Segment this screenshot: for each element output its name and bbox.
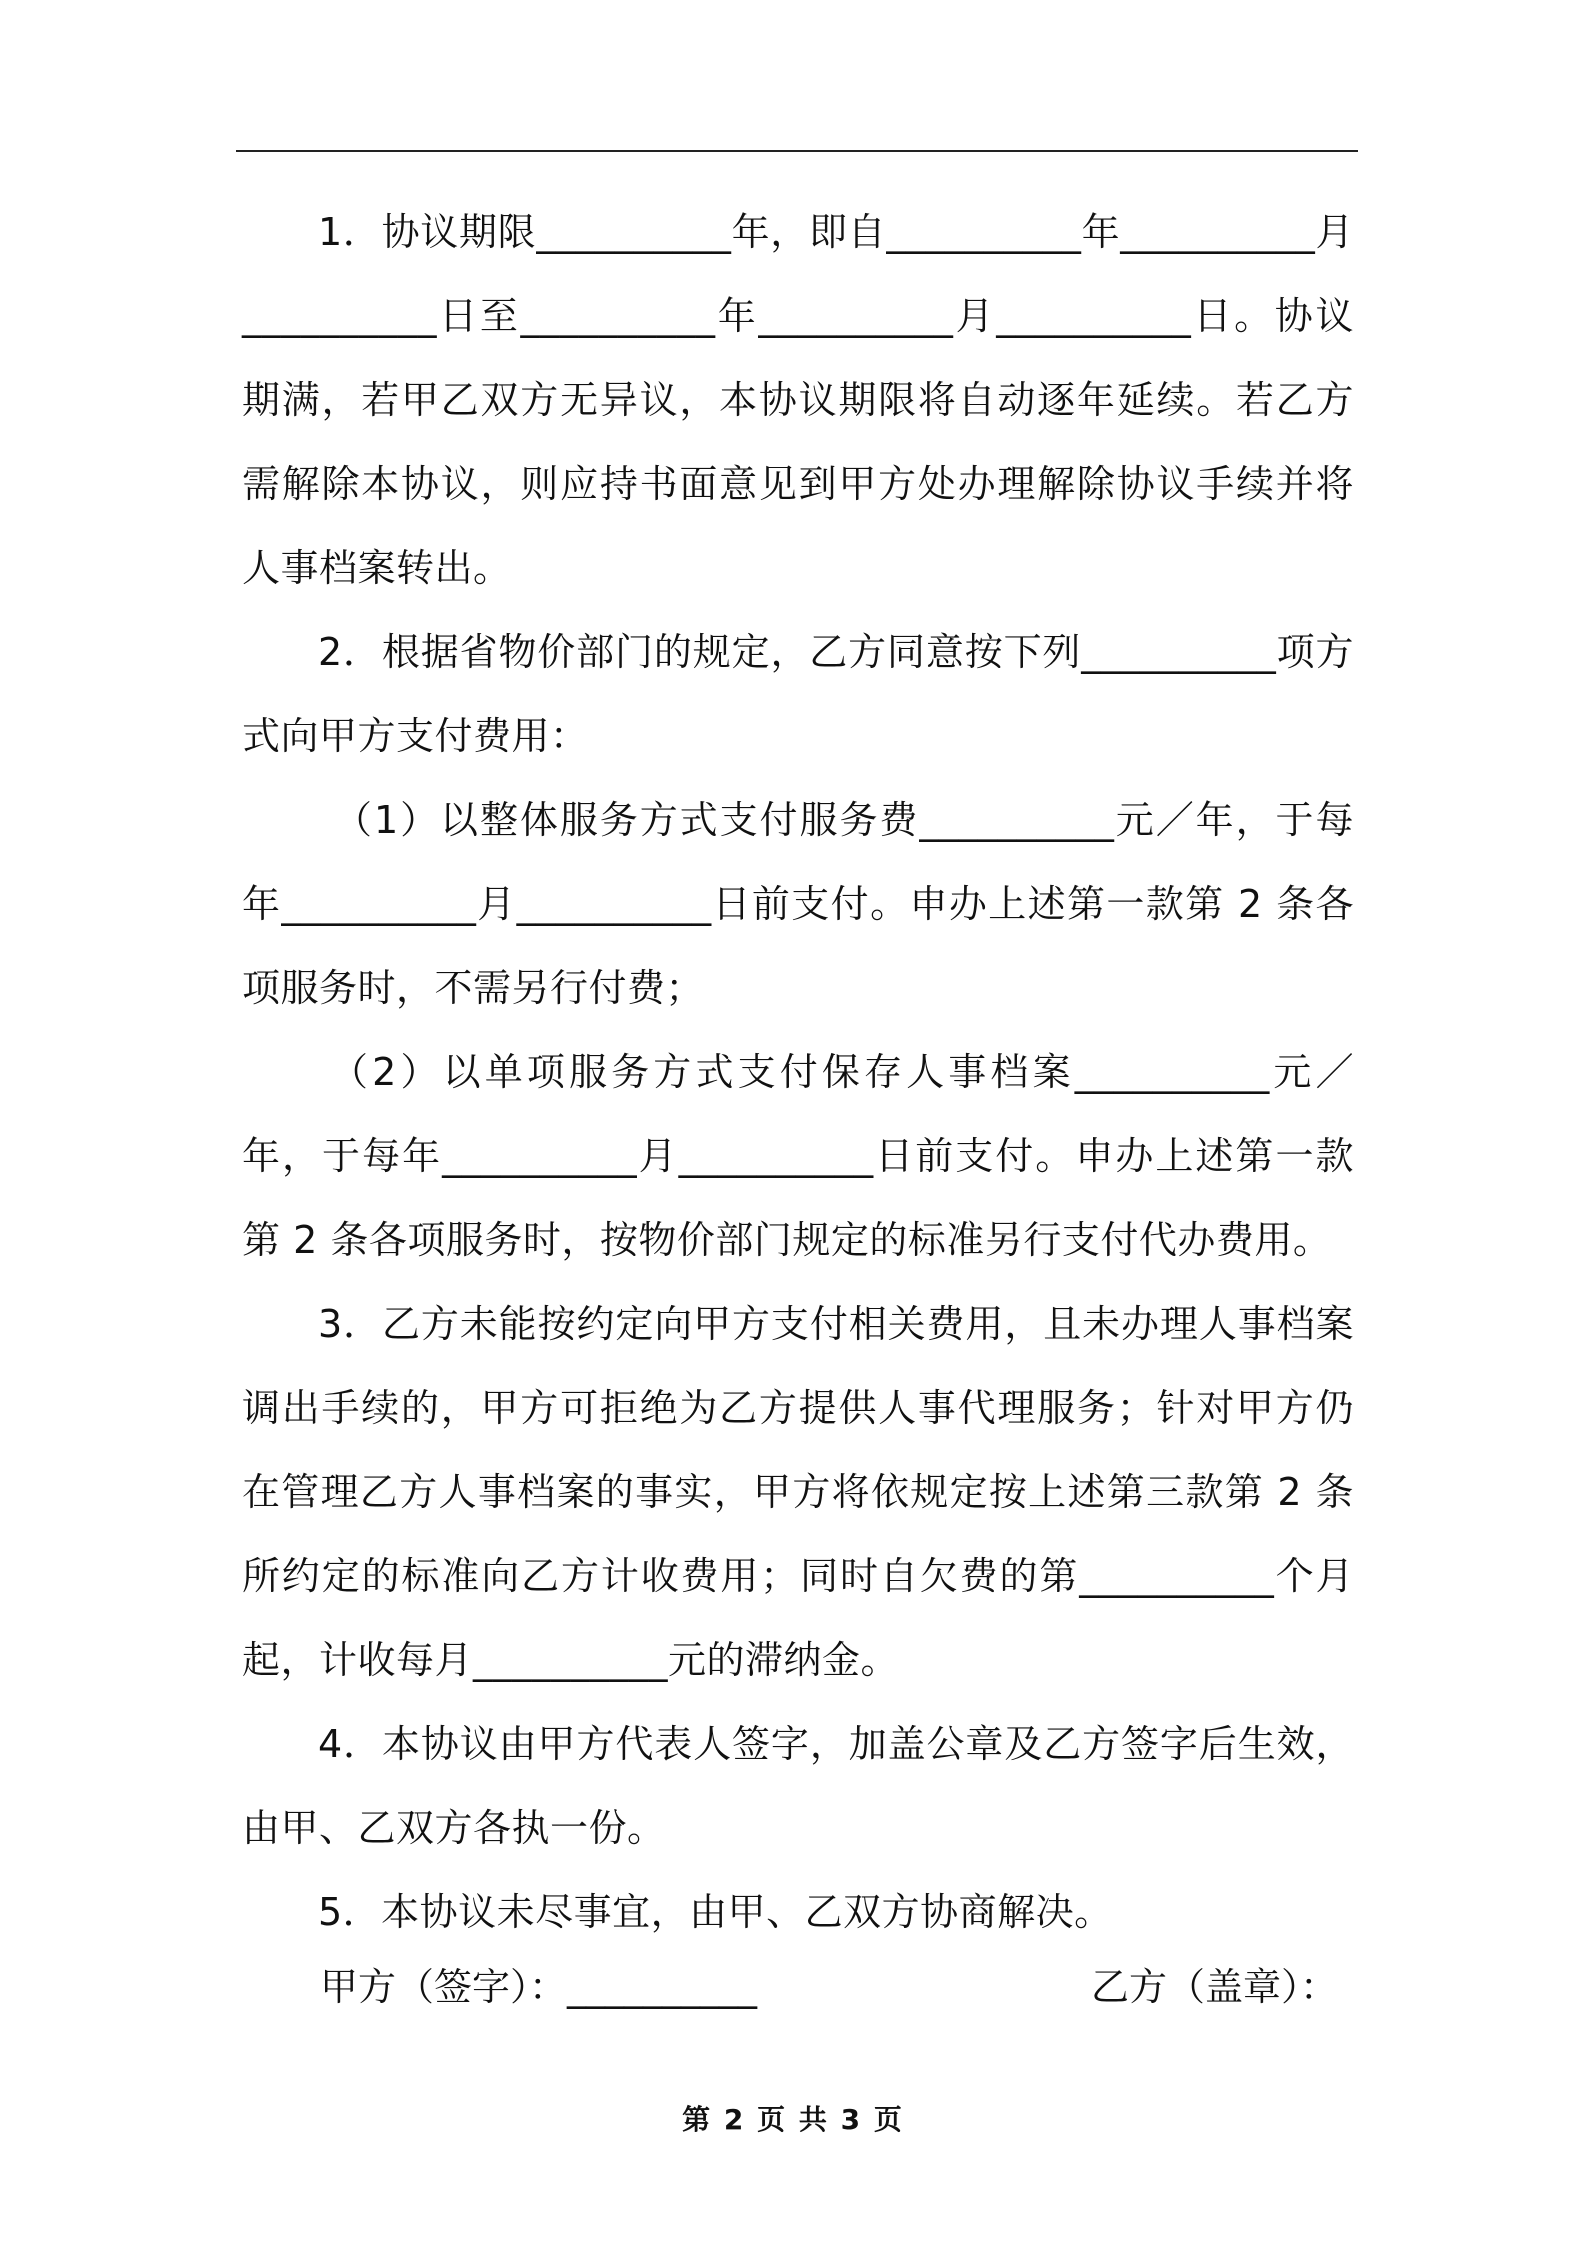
clause-3-late-fees: 3．乙方未能按约定向甲方支付相关费用，且未办理人事档案调出手续的，甲方可拒绝为乙方提供人事代理服务；针对甲方仍在管理乙方人事档案的事实，甲方将依规定按上述第三款第 2 条所约定的标准向乙方计收费用；同时自欠费的第__________个月起，计收每月__________元的滞纳金。 <box>242 1302 1354 1682</box>
party-b-seal: 乙方（盖章）： <box>1090 1965 1338 2009</box>
clause-1-term: 1．协议期限__________年，即自__________年__________月__________日至__________年__________月__________日。协议期满，若甲乙双方无异议，本协议期限将自动逐年延续。若乙方需解除本协议，则应持书面意见到甲方处办理解除协议手续并将人事档案转出。 <box>242 210 1354 590</box>
header-rule <box>236 150 1358 152</box>
document-body <box>242 190 1354 1954</box>
clause-2-option-1: （1）以整体服务方式支付服务费__________元／年，于每年__________月__________日前支付。申办上述第一款第 2 条各项服务时，不需另行付费； <box>242 798 1354 1010</box>
clause-5-other-matters: 5．本协议未尽事宜，由甲、乙双方协商解决。 <box>318 1890 1113 1934</box>
clause-2-option-2: （2）以单项服务方式支付保存人事档案__________元／年，于每年__________月__________日前支付。申办上述第一款第 2 条各项服务时，按物价部门规定的标准另行支付代办费用。 <box>242 1050 1354 1262</box>
party-a-signature: 甲方（签字）：__________ <box>320 1965 758 2009</box>
signature-row <box>242 1945 1354 2029</box>
page-number: 第 2 页 共 3 页 <box>682 2103 904 2136</box>
clause-2-fees: 2．根据省物价部门的规定，乙方同意按下列__________项方式向甲方支付费用： <box>242 630 1354 758</box>
clause-4-effective: 4．本协议由甲方代表人签字，加盖公章及乙方签字后生效，由甲、乙双方各执一份。 <box>242 1722 1354 1850</box>
